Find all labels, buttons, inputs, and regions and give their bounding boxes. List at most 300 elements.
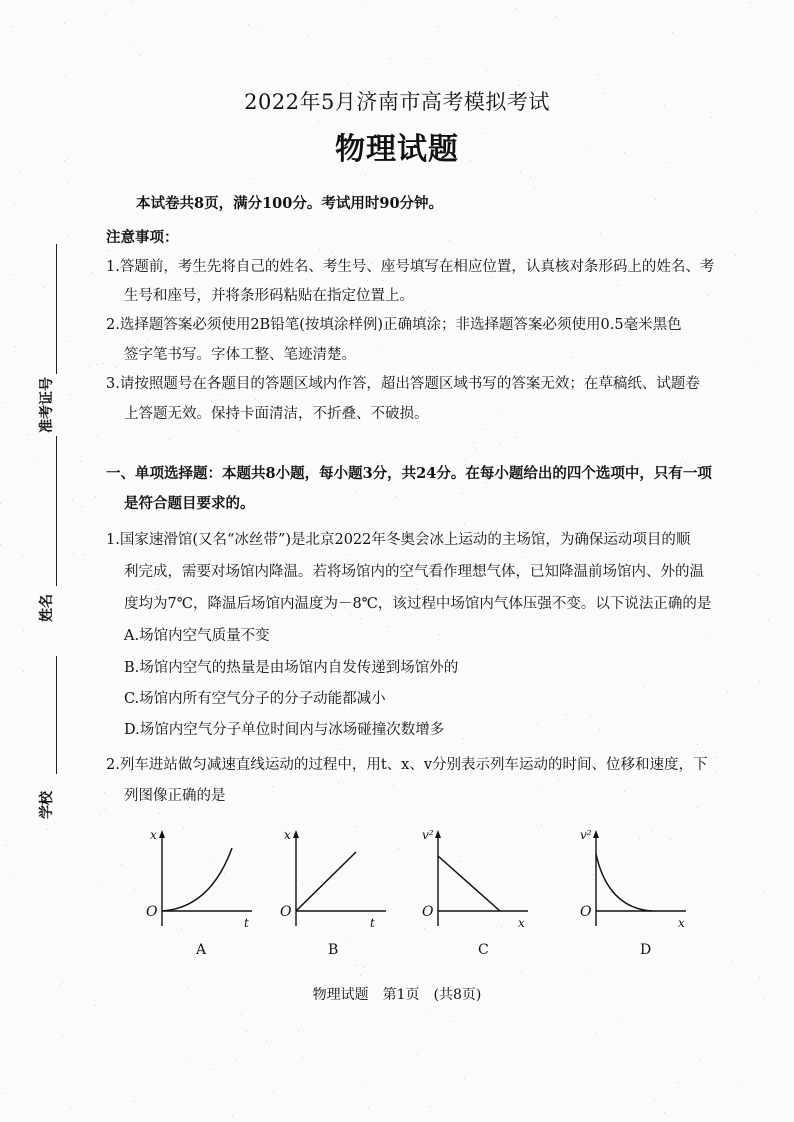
scan-speckle xyxy=(300,101,301,102)
scan-speckle xyxy=(368,1107,369,1108)
scan-speckle xyxy=(67,182,68,183)
scan-speckle xyxy=(105,809,106,810)
notice-item-3-line-2: 上答题无效。保持卡面清洁，不折叠、不破损。 xyxy=(124,406,429,422)
scan-speckle xyxy=(121,864,122,865)
scan-speckle xyxy=(27,434,28,435)
scan-speckle xyxy=(331,251,332,252)
scan-speckle xyxy=(183,827,184,828)
page-footer: 物理试题 第1页 (共8页) xyxy=(312,987,482,1003)
scan-speckle xyxy=(670,839,671,840)
scan-speckle xyxy=(37,460,38,461)
scan-speckle xyxy=(341,749,342,750)
scan-speckle xyxy=(133,41,134,42)
scan-speckle xyxy=(727,692,728,693)
graph-a-x-axis: t xyxy=(244,916,249,930)
scan-speckle xyxy=(347,421,348,422)
graph-c-x-axis: x xyxy=(518,916,525,930)
scan-speckle xyxy=(410,266,411,267)
scan-speckle xyxy=(600,233,601,234)
scan-speckle xyxy=(0,503,1,504)
scan-speckle xyxy=(317,570,318,571)
scan-speckle xyxy=(62,1035,63,1036)
scan-speckle xyxy=(100,814,101,815)
graph-b-label: B xyxy=(328,942,339,958)
graph-b-origin: O xyxy=(280,904,292,920)
scan-speckle xyxy=(22,555,23,556)
scan-speckle xyxy=(697,807,698,808)
scan-speckle xyxy=(381,345,382,346)
scan-speckle xyxy=(629,381,630,382)
scan-speckle xyxy=(449,240,450,241)
scan-speckle xyxy=(530,176,531,177)
scan-speckle xyxy=(450,1021,451,1022)
scan-speckle xyxy=(272,259,273,260)
scan-speckle xyxy=(350,566,351,567)
graph-b-y-axis: x xyxy=(284,828,291,842)
scan-speckle xyxy=(590,715,591,716)
notice-item-3-line-1: 3.请按照题号在各题目的答题区域内作答，超出答题区域书写的答案无效；在草稿纸、试题卷 xyxy=(106,376,700,392)
scan-speckle xyxy=(715,772,716,773)
scan-speckle xyxy=(599,729,600,730)
scan-speckle xyxy=(14,204,15,205)
scan-speckle xyxy=(541,824,542,825)
scan-speckle xyxy=(248,24,249,25)
scan-speckle xyxy=(763,892,764,893)
scan-speckle xyxy=(522,557,523,558)
scan-speckle xyxy=(706,635,707,636)
exam-intro: 本试卷共8页，满分100分。考试用时90分钟。 xyxy=(136,195,444,212)
graph-c-origin: O xyxy=(422,904,434,920)
scan-speckle xyxy=(189,807,190,808)
section1-header-line-2: 是符合题目要求的。 xyxy=(124,495,255,512)
scan-speckle xyxy=(388,104,389,105)
scan-speckle xyxy=(708,295,709,296)
scan-speckle xyxy=(224,873,225,874)
scan-speckle xyxy=(441,911,442,912)
scan-speckle xyxy=(534,188,535,189)
scan-speckle xyxy=(750,2,751,3)
scan-speckle xyxy=(62,982,63,983)
scan-speckle xyxy=(266,1040,267,1041)
scan-speckle xyxy=(220,545,221,546)
scan-speckle xyxy=(393,262,394,263)
scan-speckle xyxy=(442,544,443,545)
q1-option-c: C.场馆内所有空气分子的分子动能都减小 xyxy=(124,691,386,707)
scan-speckle xyxy=(180,196,181,197)
scan-speckle xyxy=(392,595,393,596)
scan-speckle xyxy=(64,160,65,161)
scan-speckle xyxy=(699,464,700,465)
scan-speckle xyxy=(700,1059,701,1060)
scan-speckle xyxy=(218,654,219,655)
scan-speckle xyxy=(98,886,99,887)
scan-speckle xyxy=(271,466,272,467)
scan-speckle xyxy=(430,1106,431,1107)
scan-speckle xyxy=(314,317,315,318)
scan-speckle xyxy=(396,496,397,497)
scan-speckle xyxy=(2,1093,3,1094)
name-label: 姓名 xyxy=(39,594,55,622)
binding-line-3 xyxy=(56,656,57,774)
scan-speckle xyxy=(319,249,320,250)
scan-speckle xyxy=(749,339,750,340)
scan-speckle xyxy=(654,1100,655,1101)
scan-speckle xyxy=(664,105,665,106)
scan-speckle xyxy=(346,937,347,938)
graph-a-y-axis: x xyxy=(150,828,157,842)
scan-speckle xyxy=(91,272,92,273)
scan-speckle xyxy=(501,927,502,928)
scan-speckle xyxy=(530,313,531,314)
scan-speckle xyxy=(282,827,283,828)
scan-speckle xyxy=(701,385,702,386)
scan-speckle xyxy=(211,401,212,402)
notice-item-1-line-1: 1.答题前，考生先将自己的姓名、考生号、座号填写在相应位置，认真核对条形码上的姓名、考 xyxy=(106,259,715,275)
scan-speckle xyxy=(754,363,755,364)
scan-speckle xyxy=(130,1,131,2)
scan-speckle xyxy=(346,554,347,555)
scan-speckle xyxy=(578,550,579,551)
scan-speckle xyxy=(424,928,425,929)
scan-speckle xyxy=(473,442,474,443)
scan-speckle xyxy=(558,780,559,781)
scan-speckle xyxy=(521,972,522,973)
scan-speckle xyxy=(482,133,483,134)
scan-speckle xyxy=(639,838,640,839)
scan-speckle xyxy=(318,121,319,122)
scan-speckle xyxy=(697,744,698,745)
scan-speckle xyxy=(302,1057,303,1058)
scan-speckle xyxy=(443,330,444,331)
graph-d-x-axis: x xyxy=(678,916,685,930)
scan-speckle xyxy=(685,463,686,464)
scan-speckle xyxy=(213,857,214,858)
scan-speckle xyxy=(589,971,590,972)
graph-d-label: D xyxy=(640,942,652,958)
graph-a-curve xyxy=(162,848,232,911)
scan-speckle xyxy=(273,1092,274,1093)
scan-speckle xyxy=(566,714,567,715)
scan-speckle xyxy=(666,162,667,163)
scan-speckle xyxy=(70,394,71,395)
scan-speckle xyxy=(759,977,760,978)
scan-speckle xyxy=(519,85,520,86)
scan-speckle xyxy=(482,429,483,430)
q1-option-a: A.场馆内空气质量不变 xyxy=(124,628,270,644)
scan-speckle xyxy=(10,274,11,275)
scan-speckle xyxy=(191,583,192,584)
scan-speckle xyxy=(181,928,182,929)
scan-speckle xyxy=(347,84,348,85)
scan-speckle xyxy=(365,175,366,176)
scan-speckle xyxy=(439,634,440,635)
scan-speckle xyxy=(298,1031,299,1032)
scan-speckle xyxy=(181,702,182,703)
scan-speckle xyxy=(139,55,140,56)
scan-speckle xyxy=(23,630,24,631)
scan-speckle xyxy=(50,397,51,398)
scan-speckle xyxy=(352,260,353,261)
scan-speckle xyxy=(277,391,278,392)
scan-speckle xyxy=(470,160,471,161)
graph-c-y-axis: v² xyxy=(422,828,434,842)
scan-speckle xyxy=(460,861,461,862)
scan-speckle xyxy=(465,459,466,460)
scan-speckle xyxy=(363,577,364,578)
scan-speckle xyxy=(0,544,1,545)
scan-speckle xyxy=(735,255,736,256)
scan-speckle xyxy=(556,16,557,17)
q2-stem-line-2: 列图像正确的是 xyxy=(124,788,226,804)
scan-speckle xyxy=(664,1112,665,1113)
q1-stem-line-1: 1.国家速滑馆(又名“冰丝带”)是北京2022年冬奥会冰上运动的主场馆，为确保运动项目的顺 xyxy=(106,532,691,548)
scan-speckle xyxy=(116,367,117,368)
scan-speckle xyxy=(95,496,96,497)
q1-stem-line-2: 利完成，需要对场馆内降温。若将场馆内的空气看作理想气体，已知降温前场馆内、外的温 xyxy=(124,564,704,580)
scan-speckle xyxy=(84,554,85,555)
scan-speckle xyxy=(189,1060,190,1061)
scan-speckle xyxy=(70,1107,71,1108)
scan-speckle xyxy=(711,117,712,118)
graph-d-origin: O xyxy=(580,904,592,920)
scan-speckle xyxy=(208,264,209,265)
scan-speckle xyxy=(107,250,108,251)
scan-speckle xyxy=(616,774,617,775)
scan-speckle xyxy=(5,402,6,403)
subject-title: 物理试题 xyxy=(335,132,459,167)
scan-speckle xyxy=(462,493,463,494)
scan-speckle xyxy=(105,14,106,15)
scan-speckle xyxy=(500,443,501,444)
scan-speckle xyxy=(464,1078,465,1079)
scan-speckle xyxy=(764,998,765,999)
scan-speckle xyxy=(367,280,368,281)
graph-b xyxy=(274,826,394,936)
scan-speckle xyxy=(200,530,201,531)
scan-speckle xyxy=(624,152,625,153)
scan-speckle xyxy=(47,829,48,830)
scan-speckle xyxy=(145,735,146,736)
q1-option-d: D.场馆内空气分子单位时间内与冰场碰撞次数增多 xyxy=(124,722,445,738)
scan-speckle xyxy=(89,366,90,367)
scan-speckle xyxy=(338,783,339,784)
graph-d-y-axis: v² xyxy=(580,828,592,842)
scan-speckle xyxy=(95,1005,96,1006)
scan-speckle xyxy=(516,8,517,9)
scan-speckle xyxy=(272,786,273,787)
scan-speckle xyxy=(377,463,378,464)
graph-c-label: C xyxy=(478,942,489,958)
scan-speckle xyxy=(147,339,148,340)
scan-speckle xyxy=(246,913,247,914)
scan-speckle xyxy=(592,874,593,875)
scan-speckle xyxy=(272,704,273,705)
scan-speckle xyxy=(387,626,388,627)
graph-c xyxy=(416,826,536,936)
notice-item-2-line-1: 2.选择题答案必须使用2B铅笔(按填涂样例)正确填涂；非选择题答案必须使用0.5毫米黑色 xyxy=(106,317,682,333)
scan-speckle xyxy=(104,792,105,793)
scan-speckle xyxy=(703,751,704,752)
scan-speckle xyxy=(132,3,133,4)
scan-speckle xyxy=(15,346,16,347)
scan-speckle xyxy=(11,26,12,27)
scan-speckle xyxy=(538,790,539,791)
scan-speckle xyxy=(652,830,653,831)
school-label: 学校 xyxy=(39,791,55,819)
scan-speckle xyxy=(348,96,349,97)
scan-speckle xyxy=(355,100,356,101)
scan-speckle xyxy=(80,461,81,462)
scan-speckle xyxy=(492,96,493,97)
exam-id-label: 准考证号 xyxy=(39,377,55,433)
scan-speckle xyxy=(331,615,332,616)
scan-speckle xyxy=(218,394,219,395)
scan-speckle xyxy=(382,280,383,281)
scan-speckle xyxy=(655,199,656,200)
scan-speckle xyxy=(634,460,635,461)
scan-speckle xyxy=(179,632,180,633)
scan-speckle xyxy=(232,1116,233,1117)
scan-speckle xyxy=(363,967,364,968)
scan-speckle xyxy=(604,93,605,94)
notice-item-2-line-2: 签字笔书写。字体工整、笔迹清楚。 xyxy=(124,347,356,363)
scan-speckle xyxy=(97,436,98,437)
scan-speckle xyxy=(134,889,135,890)
scan-speckle xyxy=(624,791,625,792)
scan-speckle xyxy=(491,277,492,278)
q1-option-b: B.场馆内空气的热量是由场馆内自发传递到场馆外的 xyxy=(124,660,459,676)
graph-c-line xyxy=(438,856,500,911)
scan-speckle xyxy=(417,471,418,472)
graph-d xyxy=(574,826,694,936)
q2-stem-line-1: 2.列车进站做匀减速直线运动的过程中，用t、x、v分别表示列车运动的时间、位移和速度，下 xyxy=(106,757,708,773)
scan-speckle xyxy=(6,845,7,846)
scan-speckle xyxy=(72,500,73,501)
scan-speckle xyxy=(759,681,760,682)
scan-speckle xyxy=(253,178,254,179)
scan-speckle xyxy=(23,671,24,672)
scan-speckle xyxy=(595,1033,596,1034)
notice-heading: 注意事项： xyxy=(106,229,179,246)
scan-speckle xyxy=(758,575,759,576)
scan-speckle xyxy=(355,965,356,966)
scan-speckle xyxy=(424,311,425,312)
scan-speckle xyxy=(40,393,41,394)
scan-speckle xyxy=(416,589,417,590)
scan-speckle xyxy=(13,878,14,879)
scan-speckle xyxy=(732,961,733,962)
scan-speckle xyxy=(621,1022,622,1023)
binding-line-2 xyxy=(56,436,57,586)
scan-speckle xyxy=(398,848,399,849)
scan-speckle xyxy=(210,1069,211,1070)
scan-speckle xyxy=(643,686,644,687)
scan-speckle xyxy=(40,412,41,413)
graph-b-x-axis: t xyxy=(370,916,375,930)
scan-speckle xyxy=(741,1084,742,1085)
scan-speckle xyxy=(69,341,70,342)
scan-speckle xyxy=(158,589,159,590)
scan-speckle xyxy=(96,364,97,365)
scan-speckle xyxy=(515,437,516,438)
scan-speckle xyxy=(390,58,391,59)
graph-a-origin: O xyxy=(146,904,158,920)
scan-speckle xyxy=(672,32,673,33)
scan-speckle xyxy=(102,363,103,364)
scan-speckle xyxy=(716,757,717,758)
graph-b-line xyxy=(296,852,356,911)
scan-speckle xyxy=(464,524,465,525)
scan-speckle xyxy=(452,659,453,660)
exam-title: 2022年5月济南市高考模拟考试 xyxy=(244,90,550,114)
scan-speckle xyxy=(238,431,239,432)
scan-speckle xyxy=(68,235,69,236)
scan-speckle xyxy=(438,26,439,27)
scan-speckle xyxy=(308,35,309,36)
scan-speckle xyxy=(134,1101,135,1102)
scan-speckle xyxy=(356,491,357,492)
graph-d-curve xyxy=(596,854,652,911)
scan-speckle xyxy=(159,813,160,814)
scan-speckle xyxy=(255,399,256,400)
scan-speckle xyxy=(432,369,433,370)
scan-speckle xyxy=(241,1014,242,1015)
scan-speckle xyxy=(306,279,307,280)
scan-speckle xyxy=(537,723,538,724)
q1-stem-line-3: 度均为7℃，降温后场馆内温度为－8℃，该过程中场馆内气体压强不变。以下说法正确的是 xyxy=(124,596,712,612)
scan-speckle xyxy=(362,4,363,5)
scan-speckle xyxy=(486,70,487,71)
scan-speckle xyxy=(19,172,20,173)
scan-speckle xyxy=(362,1081,363,1082)
scan-speckle xyxy=(498,414,499,415)
scan-speckle xyxy=(360,618,361,619)
scan-speckle xyxy=(261,30,262,31)
section1-header-line-1: 一、单项选择题：本题共8小题，每小题3分，共24分。在每小题给出的四个选项中，只有一项 xyxy=(106,465,712,482)
scan-speckle xyxy=(417,1054,418,1055)
scan-speckle xyxy=(768,620,769,621)
scan-speckle xyxy=(426,58,427,59)
scan-speckle xyxy=(520,172,521,173)
scan-speckle xyxy=(532,330,533,331)
scan-speckle xyxy=(236,1060,237,1061)
graph-a-label: A xyxy=(196,942,207,958)
scan-speckle xyxy=(586,147,587,148)
scan-speckle xyxy=(64,23,65,24)
scan-speckle xyxy=(44,287,45,288)
binding-line-1 xyxy=(56,244,57,374)
scan-speckle xyxy=(356,826,357,827)
scan-speckle xyxy=(81,506,82,507)
scan-speckle xyxy=(617,285,618,286)
scan-speckle xyxy=(73,553,74,554)
scan-speckle xyxy=(195,272,196,273)
scan-speckle xyxy=(489,111,490,112)
notice-item-1-line-2: 生号和座号，并将条形码粘贴在指定位置上。 xyxy=(124,288,414,304)
scan-speckle xyxy=(263,375,264,376)
scan-speckle xyxy=(557,775,558,776)
scan-speckle xyxy=(249,351,250,352)
scan-speckle xyxy=(360,975,361,976)
scan-speckle xyxy=(246,1031,247,1032)
scan-speckle xyxy=(476,449,477,450)
scan-speckle xyxy=(65,76,66,77)
scan-speckle xyxy=(393,785,394,786)
scan-speckle xyxy=(426,1012,427,1013)
scan-speckle xyxy=(181,330,182,331)
scan-speckle xyxy=(755,211,756,212)
scan-speckle xyxy=(678,1082,679,1083)
